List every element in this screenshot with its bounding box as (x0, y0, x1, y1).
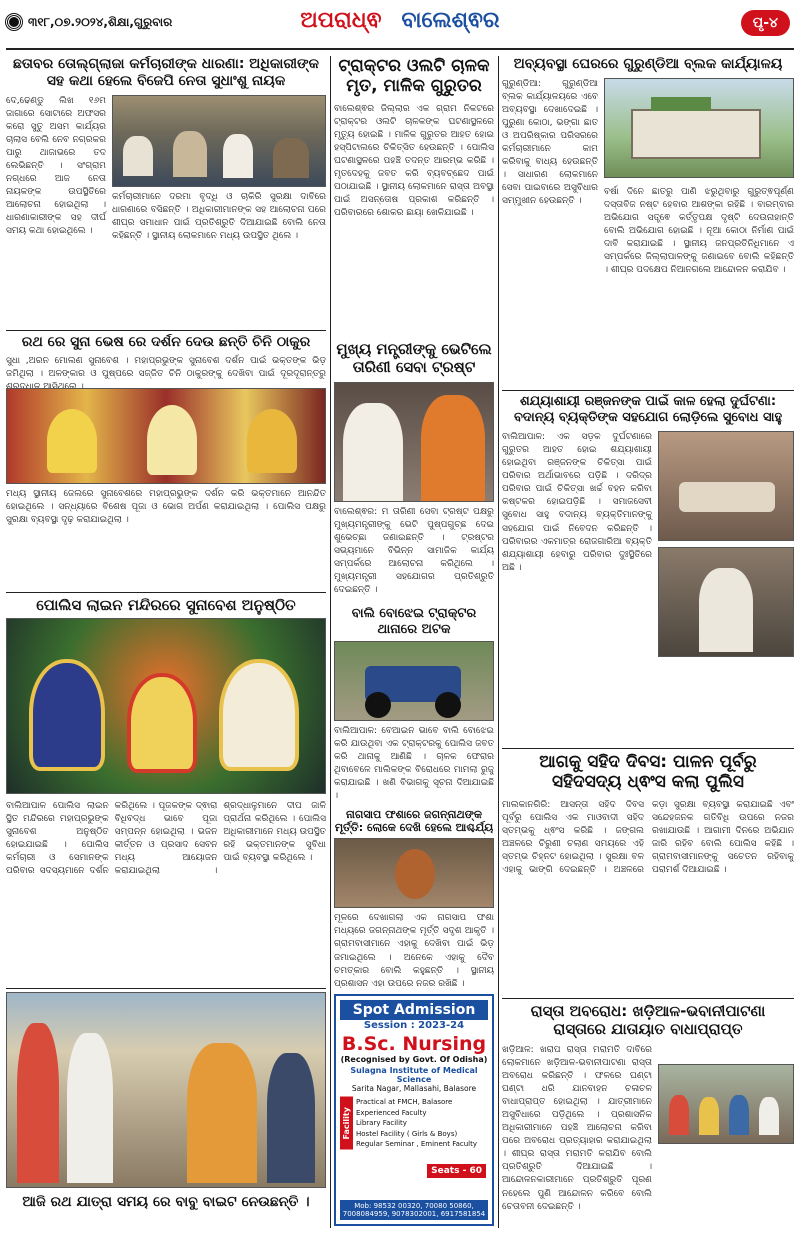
body-ranjan-accident: ବାଲିଆପାଳ: ଏକ ସଡ଼କ ଦୁର୍ଘଟଣାରେ ଗୁରୁତର ଆହତ ହୋଇ ଶଯ୍ୟାଶାୟୀ ହୋଇଥିବା ରଞ୍ଜନଙ୍କ ଚିକିତ୍ସା ପାଇଁ ପରିବାର ଅର୍ଥାଭାବରେ ପଡ଼ିଛି । ଦରିଦ୍ର ପରିବାର ପାଇଁ ଚିକିତ୍ସା ଖର୍ଚ୍ଚ ବହନ କରିବା କଷ୍ଟକର ହୋଇପଡ଼ିଛି । ସମାଜସେବୀ ସୁବୋଧ ସାହୁ ବଦାନ୍ୟ ବ୍ୟକ୍ତିମାନଙ୍କୁ ସହଯୋଗ ପାଇଁ ନିବେଦନ କରିଛନ୍ତି । ପରିବାରର ଏକମାତ୍ର ରୋଜଗାରିଆ ବ୍ୟକ୍ତି ଶଯ୍ୟାଶାୟୀ ହେବାରୁ ପରିବାର ଦୁଃସ୍ଥିତିରେ ଅଛି । (502, 432, 652, 573)
article-tarini-trust (334, 340, 494, 600)
headline-dharana: ଛତାବର ତୋଲ୍‌ଗ୍ଲାଜା କର୍ମଚାରୀଙ୍କ ଧାରଣା: ଅଧିକାରୀଙ୍କ ସହ କଥା ହେଲେ ବିଜେପି ନେତା ସୁଧାଂଶୁ ନାୟକ (13, 56, 319, 89)
article-ranjan-accident (502, 394, 794, 744)
body-sahid-divas: ମାଲକାନଗିରି: ଆସନ୍ତା ସହିଦ ଦିବସ ପୂର୍ବରୁ ପୋଲିସ ଏକ ମାଓବାଦୀ ସହିଦ ସ୍ତମ୍ଭକୁ ଧ୍ଵଂସ କରିଛି । ଜଙ୍ଗଲ ଅଞ୍ଚଳରେ ଚିରୁଣୀ ଚଲାଣ ସମୟରେ ଏହି ସ୍ତମ୍ଭ ଚିହ୍ନଟ ହୋଇଥିଲା । ସୁରକ୍ଷା ବଳ ଏହାକୁ ଭାଙ୍ଗି ଦେଇଛନ୍ତି । ଅଞ୍ଚଳରେ କଡ଼ା ସୁରକ୍ଷା ବ୍ୟବସ୍ଥା କରାଯାଇଛି ଏବଂ ସନ୍ଦେହଜନକ ଗତିବିଧି ଉପରେ ନଜର ରଖାଯାଉଛି । ଆଗାମୀ ଦିନରେ ଅଭିଯାନ ଜାରି ରହିବ ବୋଲି ପୋଲିସ କହିଛି । ଗ୍ରାମବାସୀମାନଙ୍କୁ ସଚେତନ ରହିବାକୁ ପରାମର୍ଶ ଦିଆଯାଇଛି । (502, 799, 794, 876)
ad-facility-item: Experienced Faculty (356, 1108, 427, 1117)
title-right: ବାଲେଶ୍ଵର (401, 8, 500, 33)
divider (502, 748, 794, 749)
headline-babu-byte: ଆଜି ରଥ ଯାତ୍ରା ସମୟ ରେ ବାବୁ ବାଇଟ ନେଉଛନ୍ତି । (22, 1194, 310, 1210)
headline-ranjan-accident: ଶଯ୍ୟାଶାୟୀ ରଞ୍ଜନଙ୍କ ପାଇଁ କାଳ ହେଲା ଦୁର୍ଘଟଣା: ବଦାନ୍ୟ ବ୍ୟକ୍ତିଙ୍କ ସହଯୋଗ ଲୋଡ଼ିଲେ ସୁବୋଧ ସାହୁ (513, 394, 783, 425)
headline-block-office: ଅବ୍ୟବସ୍ଥା ଘେରରେ ଗୁରୁଣ୍ଡିଆ ବ୍ଲକ କାର୍ଯ୍ୟାଳୟ (513, 56, 783, 72)
ad-facility-item: Regular Seminar , Eminent Faculty (356, 1140, 477, 1148)
divider (6, 988, 326, 989)
body-nagasapa: ମୂଳରେ ଦେଖାଗଲା ଏକ ନାଗସାପ ଫଶା ମଧ୍ୟରେ ଜଗନ୍ନାଥଙ୍କ ମୂର୍ତ୍ତି ସଦୃଶ ଆକୃତି । ଗ୍ରାମବାସୀମାନେ ଏହାକୁ ଦେଖିବା ପାଇଁ ଭିଡ଼ ଜମାଇଥିଲେ । ଅନେକେ ଏହାକୁ ଦୈବ ଚମତ୍କାର ବୋଲି କହୁଛନ୍ତି । ସ୍ଥାନୀୟ ପ୍ରଶାସନ ଏହା ଉପରେ ନଜର ରଖିଛି । (334, 913, 494, 988)
body-tarini-trust: ବାଲେଶ୍ଵର: ମ ତାରିଣୀ ସେବା ଟ୍ରଷ୍ଟ ପକ୍ଷରୁ ମୁଖ୍ୟମନ୍ତ୍ରୀଙ୍କୁ ଭେଟି ପୁଷ୍ପଗୁଚ୍ଛ ଦେଇ ଶୁଭେଚ୍ଛା ଜଣାଇଛନ୍ତି । ଟ୍ରଷ୍ଟର ସଭ୍ୟମାନେ ବିଭିନ୍ନ ସାମାଜିକ କାର୍ଯ୍ୟ ସମ୍ପର୍କରେ ଆଲୋଚନା କରିଥିଲେ । ମୁଖ୍ୟମନ୍ତ୍ରୀ ସହଯୋଗର ପ୍ରତିଶ୍ରୁତି ଦେଇଛନ୍ତି । (334, 507, 494, 596)
body-tractor-accident: ବାଲେଶ୍ଵର ଜିଲ୍ଲାର ଏକ ଗ୍ରାମ ନିକଟରେ ଟ୍ରାକ୍ଟର ଓଲଟି ଚାଳକଙ୍କ ଘଟଣାସ୍ଥଳରେ ମୃତ୍ୟୁ ହୋଇଛି । ମାଳିକ ଗୁରୁତର ଆହତ ହୋଇ ହସ୍ପିଟାଲରେ ଚିକିତ୍ସିତ ହେଉଛନ୍ତି । ପୋଲିସ ଘଟଣାସ୍ଥଳରେ ପହଞ୍ଚି ତଦନ୍ତ ଆରମ୍ଭ କରିଛି । ମୃତଦେହକୁ ଜବତ କରି ବ୍ୟବଚ୍ଛେଦ ପାଇଁ ପଠାଯାଇଛି । ସ୍ଥାନୀୟ ଲୋକମାନେ ରାସ୍ତା ଅବସ୍ଥା ପାଇଁ ଅସନ୍ତୋଷ ପ୍ରକାଶ କରିଛନ୍ତି । ପରିବାରରେ ଶୋକର ଛାୟା ଖେଳିଯାଇଛି । (334, 103, 494, 219)
body-sunabesha: ସୁଧା ,ଅରନ ମୋଲଣ ସୁନାବେଶ । ମହାପ୍ରଭୁଙ୍କ ସୁନାବେଶ ଦର୍ଶନ ପାଇଁ ଭକ୍ତଙ୍କ ଭିଡ଼ ଜମିଥିଲା । ଅଳଙ୍କାର ଓ ପୁଷ୍ପରେ ସଜ୍ଜିତ ଚିନି ଠାକୁରଙ୍କୁ ଦେଖିବା ପାଇଁ ଦୂରଦୂରାନ୍ତରୁ (6, 355, 326, 379)
headline-nagasapa: ନାଗସାପ ଫଶାରେ ଜଗନ୍ନାଥଙ୍କ ମୂର୍ତ୍ତି: ଲୋକେ ଦେଖି ହେଲେ ଆଶ୍ଚର୍ଯ୍ୟ (334, 808, 494, 835)
photo-road-block-protest (658, 1064, 794, 1144)
ad-session: Session : 2023-24 (363, 1020, 465, 1031)
photo-rath-yatra-interview (6, 992, 326, 1188)
ad-address: Sarita Nagar, Mallasahi, Balasore (351, 1084, 477, 1093)
photo-block-office (604, 78, 794, 178)
divider (502, 390, 794, 391)
body-police-line: ବାଲିଆପାଳ ପୋଲିସ ଲାଇନ ସ୍ଥିତ ମନ୍ଦିରରେ ମହାପ୍ରଭୁଙ୍କ ସୁନାବେଶ ଅନୁଷ୍ଠିତ ହୋଇଯାଇଛି । ପୋଲିସ କର୍ମଚାରୀ ଓ ସେମାନଙ୍କ ପରିବାର ସଦସ୍ୟମାନେ ଦର୍ଶନ କରିଥିଲେ । ପୂଜକଙ୍କ ଦ୍ଵାରା ବିଧିବଦ୍ଧ ଭାବେ ପୂଜା ସମ୍ପନ୍ନ ହୋଇଥିଲା । ଭଜନ କୀର୍ତ୍ତନ ଓ ପ୍ରସାଦ ସେବନ ମଧ୍ୟ ଆୟୋଜନ କରାଯାଇଥିଲା । ଶ୍ରଦ୍ଧାଳୁମାନେ ଦୀପ ଜାଳି ପ୍ରାର୍ଥନା କରିଥିଲେ । ପୋଲିସ ଅଧିକାରୀମାନେ ମଧ୍ୟ ଉପସ୍ଥିତ ରହି ଭକ୍ତମାନଙ୍କ ସୁବିଧା ପାଇଁ ବ୍ୟବସ୍ଥା କରିଥିଲେ । (6, 801, 326, 877)
ad-seats: Seats - 60 (427, 1164, 486, 1178)
headline-sahid-divas: ଆଗକୁ ସହିଦ ଦିବସ: ପାଳନ ପୂର୍ବରୁ ସହିଦସଦ୍ୟ ଧ୍ଵଂସ କଲା ପୁଲିସ (539, 752, 757, 793)
paper-title (6, 8, 794, 33)
headline-tarini-trust: ମୁଖ୍ୟ ମନ୍ତ୍ରୀଙ୍କୁ ଭେଟିଲେ ତାରିଣୀ ସେବା ଟ୍ରଷ୍ଟ (336, 340, 492, 376)
ad-nursing-admission (334, 994, 494, 1226)
ad-mobile-line-2: 7008084959, 9078302001, 6917581854 (342, 1210, 486, 1218)
photo-snake-idol (334, 838, 494, 908)
article-dharana (6, 56, 326, 326)
ad-facility-item: Hostel Facility ( Girls & Boys) (356, 1129, 458, 1138)
article-block-office (502, 56, 794, 384)
headline-sand-tractor: ବାଲି ବୋଝେଇ ଟ୍ରାକ୍ଟର ଥାନାରେ ଅଟକ (351, 606, 477, 637)
divider (502, 998, 794, 999)
article-tractor-accident (334, 56, 494, 334)
headline-sunabesha: ରଥ ରେ ସୁନା ଭେଷ ରେ ଦର୍ଶନ ଦେଉ ଛନ୍ତି ଚିନି ଠାକୁର (21, 334, 311, 350)
photo-temple-deities (6, 618, 326, 794)
headline-police-line: ପୋଲିସ ଲାଇନ ମନ୍ଦିରରେ ସୁନାବେଶ ଅନୁଷ୍ଠିତ (36, 596, 296, 614)
body-sand-tractor: ବାଲିଆପାଳ: ବେଆଇନ ଭାବେ ବାଲି ବୋଝେଇ କରି ଯାଉଥିବା ଏକ ଟ୍ରାକ୍ଟରକୁ ପୋଲିସ ଜବତ କରି ଥାନାକୁ ଆଣିଛି । ଚାଳକ ଫେରାର ଥିବାବେଳେ ମାଲିକଙ୍କ ବିରୋଧରେ ମାମଲା ରୁଜୁ କରାଯାଇଛି । ଖଣି ବିଭାଗକୁ ସୂଚନା ଦିଆଯାଇଛି । (334, 726, 494, 802)
body-dharana-2: କର୍ମଚାରୀମାନେ ଦରମା ବୃଦ୍ଧି ଓ ଚାକିରି ସୁରକ୍ଷା ଦାବିରେ ଧାରଣାରେ ବସିଛନ୍ତି । ଅଧିକାରୀମାନଙ୍କ ସହ ଆଲୋଚନା ପରେ ଶୀଘ୍ର ସମାଧାନ ପାଇଁ ପ୍ରତିଶ୍ରୁତି ଦିଆଯାଇଛି ବୋଲି ନେତା କହିଛନ୍ତି । ସ୍ଥାନୀୟ ଲୋକମାନେ ମଧ୍ୟ ଉପସ୍ଥିତ ଥିଲେ । (112, 191, 326, 241)
body-block-office: ଗୁରୁଣ୍ଡିଆ: ଗୁରୁଣ୍ଡିଆ ବ୍ଲକ କାର୍ଯ୍ୟାଳୟରେ ଏବେ ଅବ୍ୟବସ୍ଥା ଦେଖାଦେଇଛି । ପୁରୁଣା କୋଠା, ଭଙ୍ଗା ଛାତ ଓ ଅପରିଷ୍କାର ପରିସରରେ କର୍ମଚାରୀମାନେ କାମ କରିବାକୁ ବାଧ୍ୟ ହେଉଛନ୍ତି । ସାଧାରଣ ଲୋକମାନେ ସେବା ପାଇବାରେ ଅସୁବିଧାର ସମ୍ମୁଖୀନ ହେଉଛନ୍ତି । (502, 78, 598, 207)
photo-ranjan-bed (658, 431, 794, 541)
ad-facility-list (356, 1097, 488, 1150)
ad-facility-item: Practical at FMCH, Balasore (356, 1098, 453, 1106)
article-babu-byte (6, 992, 326, 1228)
ad-facility-item: Library Facility (356, 1119, 407, 1127)
article-sahid-divas (502, 752, 794, 996)
ad-school: Sulagna Institute of Medical Science (350, 1066, 478, 1084)
ad-mobile-line-1: Mob: 98532 00320, 70080 50860, (354, 1202, 474, 1210)
photo-ranjan-family (658, 547, 794, 657)
article-nagasapa (334, 808, 494, 988)
article-police-line (6, 596, 326, 986)
ad-recognised: (Recognised by Govt. Of Odisha) (340, 1055, 488, 1064)
body-sunabesha-2: ମଧ୍ୟ ସ୍ଥାନୀୟ ଜେଲରେ ସୁନାବେଶରେ ମହାପ୍ରଭୁଙ୍କ ଦର୍ଶନ କରି ଭକ୍ତମାନେ ଆନନ୍ଦିତ ହୋଇଥିଲେ । ସନ୍ଧ୍ୟାରେ ବିଶେଷ ପୂଜା ଓ ଭୋଗ ଅର୍ପଣ କରାଯାଇଥିଲା । ପୋଲିସ ପକ୍ଷରୁ ସୁରକ୍ଷା ବ୍ୟବସ୍ଥା ଦୃଢ଼ କରାଯାଇଥିଲା । (6, 488, 326, 525)
column-divider (498, 56, 499, 1228)
body-road-block: ଖଡ଼ିଆଳ: ଖରାପ ରାସ୍ତା ମରାମତି ଦାବିରେ ଲୋକମାନେ ଖଡ଼ିଆଳ-ଭବାନୀପାଟଣା ରାସ୍ତା ଅବରୋଧ କରିଛନ୍ତି । ଫଳରେ ଘଣ୍ଟା ଘଣ୍ଟା ଧରି ଯାନବାହନ ଚଳାଚଳ ବାଧାପ୍ରାପ୍ତ ହୋଇଥିଲା । ଯାତ୍ରୀମାନେ ଅସୁବିଧାରେ ପଡ଼ିଥିଲେ । ପ୍ରଶାସନିକ ଅଧିକାରୀମାନେ ପହଞ୍ଚି ଆଲୋଚନା କରିବା ପରେ ଅବରୋଧ ପ୍ରତ୍ୟାହାର କରାଯାଇଥିଲା । ଶୀଘ୍ର ରାସ୍ତା ମରାମତି କରାଯିବ ବୋଲି ପ୍ରତିଶ୍ରୁତି ଦିଆଯାଇଛି । ଆନ୍ଦୋଳନକାରୀମାନେ ପ୍ରତିଶ୍ରୁତି ପୂରଣ ନହେଲେ ପୁଣି ଆନ୍ଦୋଳନ କରିବେ ବୋଲି ଚେତାବନୀ ଦେଇଛନ୍ତି । (502, 1045, 652, 1212)
article-sand-tractor (334, 606, 494, 802)
headline-tractor-accident: ଟ୍ରାକ୍ଟର ଓଲଟି ଚାଳକ ମୃତ, ମାଳିକ ଗୁରୁତର (338, 56, 490, 97)
photo-dharana-meeting (112, 95, 326, 187)
ad-mobile (340, 1200, 488, 1220)
photo-seized-tractor (334, 641, 494, 721)
article-sunabesha (6, 334, 326, 584)
ad-facility-label: Facility (340, 1097, 353, 1150)
photo-cm-meeting (334, 382, 494, 502)
divider (6, 592, 326, 593)
ad-course: B.Sc. Nursing (341, 1033, 487, 1055)
issue-date-text: ୩୧୮,୦୭.୨୦୨୪,ଶିକ୍ଷା,ଗୁରୁବାର (28, 14, 173, 29)
photo-rath-deities (6, 388, 326, 484)
body-block-office-2: ବର୍ଷା ଦିନେ ଛାତରୁ ପାଣି ଝରୁଥିବାରୁ ଗୁରୁତ୍ଵପୂର୍ଣ୍ଣ ଦସ୍ତାବିଜ ନଷ୍ଟ ହେବାର ଆଶଙ୍କା ରହିଛି । ବାରମ୍ବାର ଅଭିଯୋଗ ସତ୍ତ୍ଵେ କର୍ତ୍ତୃପକ୍ଷ ଦୃଷ୍ଟି ଦେଉନାହାନ୍ତି ବୋଲି ଅଭିଯୋଗ ହୋଇଛି । ନୂଆ କୋଠା ନିର୍ମାଣ ପାଇଁ ଦାବି କରାଯାଇଛି । ସ୍ଥାନୀୟ ଜନପ୍ରତିନିଧିମାନେ ଏ ସମ୍ପର୍କରେ ଜିଲ୍ଲାପାଳଙ୍କୁ ଜଣାଇବେ ବୋଲି କହିଛନ୍ତି । ଶୀଘ୍ର ପଦକ୍ଷେପ ନିଆନଗଲେ ଆନ୍ଦୋଳନ କରାଯିବ । (604, 187, 794, 276)
title-left: ଅପରାଧ୍ଵ (300, 8, 382, 33)
article-road-block (502, 1002, 794, 1228)
divider (6, 330, 326, 331)
page-number-badge: ପୃ-୪ (741, 10, 790, 36)
ad-banner: Spot Admission (340, 1000, 488, 1020)
headline-road-block: ରାସ୍ତା ଅବରୋଧ: ଖଡ଼ିଆଳ-ଭବାନୀପାଟଣା ରାସ୍ତାରେ ଯାତାୟାତ ବାଧାପ୍ରାପ୍ତ (530, 1002, 766, 1038)
column-divider (330, 56, 331, 1228)
masthead (6, 4, 794, 50)
body-dharana: ଦେ,ଢେଣ୍ଡୁ ଲିଖ ୧୬ମ ଜାଗାରେ ସୋଟାରେ ଅଫସର କରୋ ସୁତୁ ଅସମ କାର୍ଯ୍ୟର ଚାଲାସ ବେଲି ନେବ ନଗ୍ରକର ପାରୁ ଥାଜାଭରେ ତଦ ଲେଭିଛନ୍ତି । ସଂଗ୍ରାମ ନଗ୍ଧରେ ଆଜ ନେତା ନାୟକଙ୍କ ଉପସ୍ଥିତିରେ ଆଲୋଚନା ହୋଇଥିଲା । ଧାରଣାକାରୀଙ୍କ ସହ ଦୀର୍ଘ ସମୟ କଥା ହୋଇଥିଲେ । (6, 95, 106, 237)
